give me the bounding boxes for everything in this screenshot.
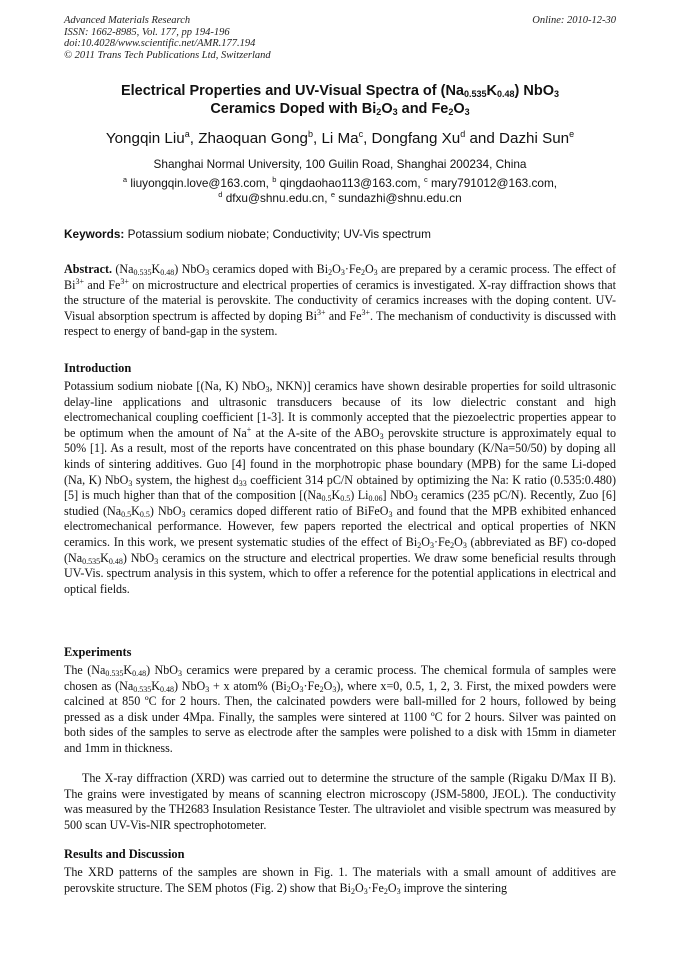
abstract: Abstract. $(Na_{0.535}K_{0.48})$ NbO$_3$ ceramics doped with $Bi_2O_3\cdot Fe_2O_3$ are prepared by a ceramic process. The effect of $Bi^{3+}$ and $Fe^{3+}$ on microstructure and electrical properties of ceramics is investigated. X-ray diffraction shows that the structure of the material is perovskite. The conductivity of ceramics increases with the doping content. UV-Visual absorption spectrum is affected by doping $Bi^{3+}$ and $Fe^{3+}$. The mechanism of conductivity is discussed with respect to energy of band-gap in the system. xyxy=(64,262,616,339)
section-heading-introduction: Introduction xyxy=(64,361,132,375)
keywords-text: Potassium sodium niobate; Conductivity; UV-Vis spectrum xyxy=(127,227,431,241)
email-link[interactable]: liuyongqin.love@163.com xyxy=(130,176,266,190)
issn-line: ISSN: 1662-8985, Vol. 177, pp 194-196 xyxy=(64,26,230,38)
doi-line: doi:10.4028/www.scientific.net/AMR.177.194 xyxy=(64,38,256,50)
results-paragraph: The XRD patterns of the samples are shown in Fig. 1. The materials with a small amount of additives are perovskite structure. The SEM photos (Fig. 2) show that $Bi_2O_3\cdot Fe_2O_3$ improve the sintering xyxy=(64,865,616,896)
experiments-paragraph-1: The $(Na_{0.535}K_{0.48})$ NbO$_3$ ceramics were prepared by a ceramic process. The chemical formula of samples were chosen as $(Na_{0.535}K_{0.48}) NbO_3 + x$ atom% $(Bi_2O_3\cdot Fe_2O_3)$, where x=0, 0.5, 1, 2, 3. First, the mixed powders were calcined at 850 ºC for 2 hours. Then, the calcinated powders were ball-milled for 2 hours, followed by being pressed as a disk under 4Mpa. Finally, the samples were sintered at 1100 ºC for 2 hours. Silver was painted on both sides of the samples to serve as electrode after the samples were polished to a disk with 15mm in diameter and 1mm in thickness. xyxy=(64,663,616,755)
experiments-paragraph-2: The X-ray diffraction (XRD) was carried out to determine the structure of the sample (Rigaku D/Max II B). The grains were investigated by means of scanning electron microscopy (JSM-5800, JEOL). The conductivity was measured by the TH2683 Insulation Resistance Tester. The ultraviolet and visible spectrum was measured by 500 scan UV-Vis-NIR spectrophotometer. xyxy=(64,771,616,832)
journal-name: Advanced Materials Research xyxy=(64,15,191,26)
introduction-paragraph: Potassium sodium niobate [(Na, K) NbO$_3$, NKN)] ceramics have shown desirable properties for soild ultrasonic delay-line applications and ultrasonic transducers because of its low dielectric constant and high electromechanical coupling coefficient [1-3]. It is commonly accepted that the piezoelectric properties appear to be optimum when the amount of Na+ at the A-site of the $ABO_3$ perovskite structure is approximately equal to 50% [1]. As a result, most of the reports have concentrated on this phase boundary (K/Na=50/50) by doping all kinds of sintering additives. Guo [4] found in the morphotropic phase boundary (MPB) for the same Li-doped (Na, K) NbO$_3$ system, the highest $d_{33}$ coefficient 314 pC/N obtained by optimizing the Na: K ratio (0.535:0.480) [5] is much higher than that of the composition [$(Na_{0.5}K_{0.5})$ $Li_{0.06}$] NbO$_3$ ceramics (235 pC/N). Recently, Zuo [6] studied $(Na_{0.5}K_{0.5})$ NbO$_3$ ceramics doped different ratio of BiFeO$_3$ and found that the MPB exhibited enhanced electromechanical performance. However, few papers reported the electrical and optical properties of NKN ceramics. In this work, we present systematic studies of the effect of $Bi_2O_3\cdot Fe_2O_3$ (abbreviated as BF) co-doped $(Na_{0.535}K_{0.48})$ NbO$_3$ ceramics on the structure and electrical properties. We draw some beneficial results through UV-Vis. spectrum analysis in this system, which to offer a reference for the potential applications in electrical and optical fields. xyxy=(64,379,617,596)
paper-title: Electrical Properties and UV-Visual Spectra of $(Na_{0.535}K_{0.48})$ NbO$_3$ Ceramics Doped with $Bi_2O_3$ and $Fe_2O_3$ xyxy=(120,83,560,117)
online-date: Online: 2010-12-30 xyxy=(532,15,616,26)
author-name: Li Ma xyxy=(321,130,359,147)
author-emails: $^a$ liuyongqin.love@163.com, $^b$ qingdaohao113@163.com, $^c$ mary791012@163.com, $^d$ dfxu@shnu.edu.cn, $^e$ sundazhi@shnu.edu.cn xyxy=(122,175,558,205)
email-link[interactable]: sundazhi@shnu.edu.cn xyxy=(338,191,462,205)
author-name: Yongqin Liu xyxy=(105,130,185,147)
author-name: Zhaoquan Gong xyxy=(198,130,308,147)
author-list: Yongqin Liu$^a$, Zhaoquan Gong$^b$, Li Ma$^c$, Dongfang Xu$^d$ and Dazhi Sun$^e$ xyxy=(105,129,575,147)
email-link[interactable]: qingdaohao113@163.com xyxy=(279,176,418,190)
author-name: Dongfang Xu xyxy=(371,130,461,147)
keywords-label: Keywords: xyxy=(64,227,125,241)
affiliation: Shanghai Normal University, 100 Guilin Road, Shanghai 200234, China xyxy=(153,157,527,171)
author-name: Dazhi Sun xyxy=(499,130,570,147)
abstract-label: Abstract. xyxy=(64,262,113,276)
email-link[interactable]: dfxu@shnu.edu.cn xyxy=(225,191,325,205)
copyright-line: © 2011 Trans Tech Publications Ltd, Switzerland xyxy=(64,49,271,61)
section-heading-results: Results and Discussion xyxy=(64,847,185,861)
section-heading-experiments: Experiments xyxy=(64,645,132,659)
keywords xyxy=(64,227,616,242)
email-link[interactable]: mary791012@163.com xyxy=(430,176,554,190)
journal-header xyxy=(64,15,616,61)
